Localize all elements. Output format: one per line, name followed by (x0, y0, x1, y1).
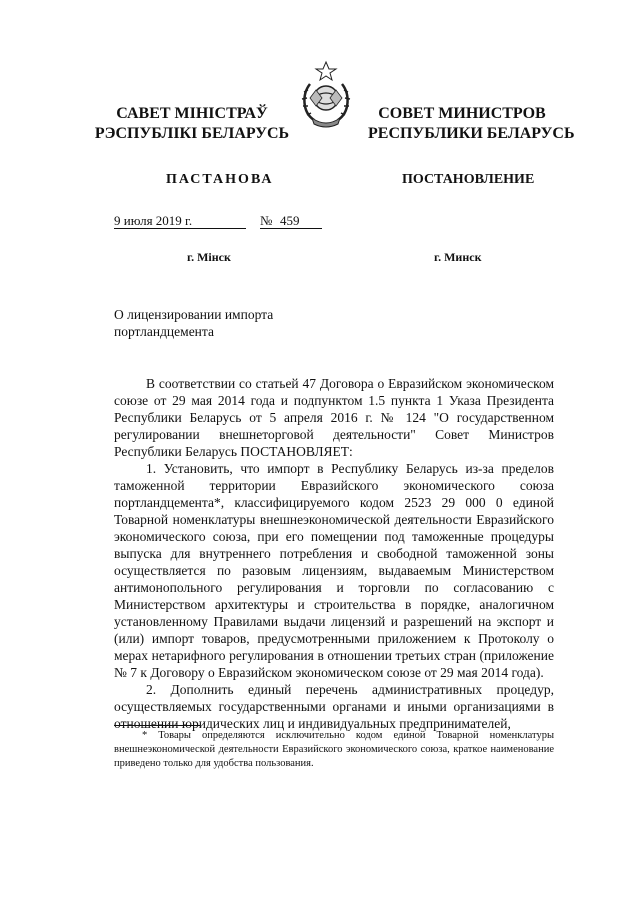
preamble-paragraph: В соответствии со статьей 47 Договора о Евразийском экономическом союзе от 29 мая 2014 года и подпунктом 1.5 пункта 1 Указа Президента Республики Беларусь от 5 апреля 2016 г. № 124 "О государственном регулировании внешнеторговой деятельности" Совет Министров Республики Беларусь ПОСТАНОВЛЯЕТ: (114, 376, 554, 459)
header-right-line2: РЕСПУБЛИКИ БЕЛАРУСЬ (368, 125, 575, 142)
document-date: 9 июля 2019 г. (114, 214, 246, 229)
doc-type-left: ПАСТАНОВА (166, 172, 274, 187)
city-left: г. Мінск (187, 250, 231, 264)
footnote: * Товары определяются исключительно кодом единой Товарной номенклатуры внешнеэкономической деятельности Евразийского экономического союза, краткое наименование приведено только для удобства пользования. (114, 730, 554, 769)
number-sign: № (260, 213, 273, 228)
header-right-line1: СОВЕТ МИНИСТРОВ (378, 105, 546, 122)
footnote-separator (114, 725, 200, 726)
header-left-line2: РЭСПУБЛІКІ БЕЛАРУСЬ (94, 125, 290, 142)
document-body (114, 375, 554, 732)
city-right: г. Минск (434, 250, 482, 264)
state-emblem-icon (296, 60, 356, 130)
item-1-paragraph: 1. Установить, что импорт в Республику Беларусь из-за пределов таможенной территории Евразийского экономического союза портландцемента*, классифицируемого кодом 2523 29 000 0 единой Товарной номенклатуры внешнеэкономической деятельности Евразийского экономического союза, при его помещении под таможенные процедуры выпуска для внутреннего потребления и свободной таможенной зоны осуществляется по разовым лицензиям, выдаваемым Министерством антимонопольного регулирования и торговли по согласованию с Министерством архитектуры и строительства в порядке, аналогичном установленному Правилами выдачи лицензий и разрешений на экспорт и (или) импорт товаров, предусмотренными приложением к Протоколу о мерах нетарифного регулирования в отношении третьих стран (приложение № 7 к Договору о Евразийском экономическом союзе от 29 мая 2014 года). (114, 461, 554, 680)
doc-type-right: ПОСТАНОВЛЕНИЕ (402, 172, 535, 187)
registration-line (114, 213, 322, 229)
item-2-paragraph: 2. Дополнить единый перечень административных процедур, осуществляемых государственными органами и иными организациями в отношении юридических лиц и индивидуальных предпринимателей, (114, 682, 554, 731)
header-right (368, 104, 575, 144)
document-number: 459 (274, 214, 322, 229)
document-subject: О лицензировании импорта портландцемента (114, 307, 274, 339)
header-left-line1: САВЕТ МІНІСТРАЎ (116, 105, 268, 122)
header-left (86, 104, 298, 144)
